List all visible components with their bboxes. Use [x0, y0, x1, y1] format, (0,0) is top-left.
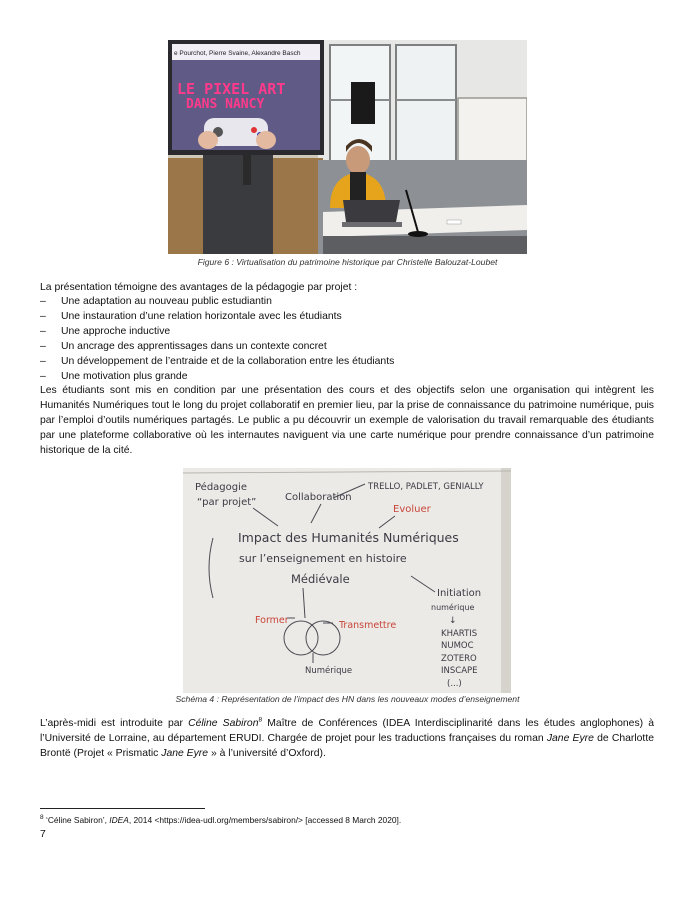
schema-4-caption: Schéma 4 : Représentation de l’impact des HN dans les nouveaux modes d’enseignement [175, 694, 520, 704]
board-evoluer: Evoluer [393, 504, 431, 515]
paragraph-2-text: Maître de Conférences (IDEA Interdisciplinarité dans les études anglophones) à l’Université de Lorraine, au département ERUDI. Chargée de projet pour les traductions françaises du roman [40, 718, 655, 744]
list-dash: – [40, 326, 46, 337]
footnote-separator [40, 808, 205, 809]
footnote-ref: 8 [258, 716, 263, 724]
paragraph-2-text: de Charlotte Brontë (Projet « Prismatic [40, 733, 654, 759]
list-item-text: Une motivation plus grande [61, 371, 188, 382]
board-title-2: sur l’enseignement en histoire [239, 552, 407, 565]
list-item-text: Une instauration d’une relation horizontale avec les étudiants [61, 311, 342, 322]
board-title-3: Médiévale [291, 572, 350, 586]
board-tools: TRELLO, PADLET, GENIALLY [368, 482, 484, 492]
footnote [40, 815, 401, 825]
list-dash: – [40, 341, 46, 352]
paragraph-2 [40, 716, 654, 761]
board-initiation-item: NUMOC [441, 641, 474, 651]
list-dash: – [40, 311, 46, 322]
list-item [40, 324, 654, 339]
footnote-text: , 2014 <https://idea-udl.org/members/sabiron/> [accessed 8 March 2020]. [128, 815, 402, 825]
board-initiation-item: KHARTIS [441, 629, 478, 639]
board-initiation-1: Initiation [437, 588, 482, 599]
screen-title-line2: DANS NANCY [186, 97, 265, 112]
list-dash: – [40, 296, 46, 307]
page-number: 7 [40, 829, 46, 840]
book-title: Jane Eyre [161, 748, 209, 759]
board-former: Former [255, 615, 289, 626]
board-transmettre: Transmettre [339, 620, 397, 631]
board-numerique: Numérique [305, 666, 353, 676]
list-item [40, 354, 654, 369]
list-item [40, 339, 654, 354]
board-title-1: Impact des Humanités Numériques [238, 530, 459, 545]
speaker-name: Céline Sabiron [188, 718, 259, 729]
advantages-list [40, 294, 654, 384]
footnote-number: 8 [40, 814, 44, 822]
figure-6-caption: Figure 6 : Virtualisation du patrimoine historique par Christelle Balouzat-Loubet [197, 257, 498, 267]
list-item-text: Une approche inductive [61, 326, 171, 337]
list-item-text: Un développement de l’entraide et de la collaboration entre les étudiants [61, 356, 395, 367]
board-pedagogie-2: “par projet” [197, 497, 257, 508]
board-arrow-mark: ↓ [449, 616, 457, 626]
board-initiation-2: numérique [431, 603, 475, 612]
footnote-source: IDEA [109, 815, 129, 825]
list-dash: – [40, 371, 46, 382]
list-intro: La présentation témoigne des avantages de la pédagogie par projet : [40, 282, 358, 293]
paragraph-1: Les étudiants sont mis en condition par une présentation des cours et des objectifs selon une organisation qui intègrent les Humanités Numériques tout le long du projet collaboratif en premier lieu, par la prise de connaissance du patrimoine numérique, puis par l’emploi d’outils numériques partagés. Le public a pu découvrir un exemple de valorisation du travail remarquable des étudiants par une plateforme collaborative où les internautes naviguent via une carte numérique pour prendre connaissance d’un patrimoine historique de la cité. [40, 385, 654, 456]
screen-credit-text: e Pourchot, Pierre Svaine, Alexandre Basch [174, 50, 301, 57]
screen-title-line1: LE PIXEL ART [177, 80, 286, 98]
board-collaboration: Collaboration [285, 492, 352, 503]
list-dash: – [40, 356, 46, 367]
paragraph-2-text: L’après-midi est introduite par [40, 718, 189, 729]
book-title: Jane Eyre [546, 733, 594, 744]
list-item [40, 294, 654, 309]
board-pedagogie-1: Pédagogie [195, 482, 248, 493]
board-initiation-item: INSCAPE [441, 666, 478, 676]
list-item-text: Un ancrage des apprentissages dans un contexte concret [61, 341, 327, 352]
footnote-text: ‘Céline Sabiron’, [43, 815, 110, 825]
board-initiation-item: ZOTERO [441, 654, 477, 664]
schema-4-whiteboard [183, 468, 511, 693]
list-item [40, 369, 654, 384]
list-item [40, 309, 654, 324]
paragraph-2-text: » à l’université d’Oxford). [208, 748, 326, 759]
board-initiation-item: (...) [447, 679, 462, 689]
figure-6-photo [168, 40, 527, 254]
list-item-text: Une adaptation au nouveau public estudiantin [61, 296, 272, 307]
